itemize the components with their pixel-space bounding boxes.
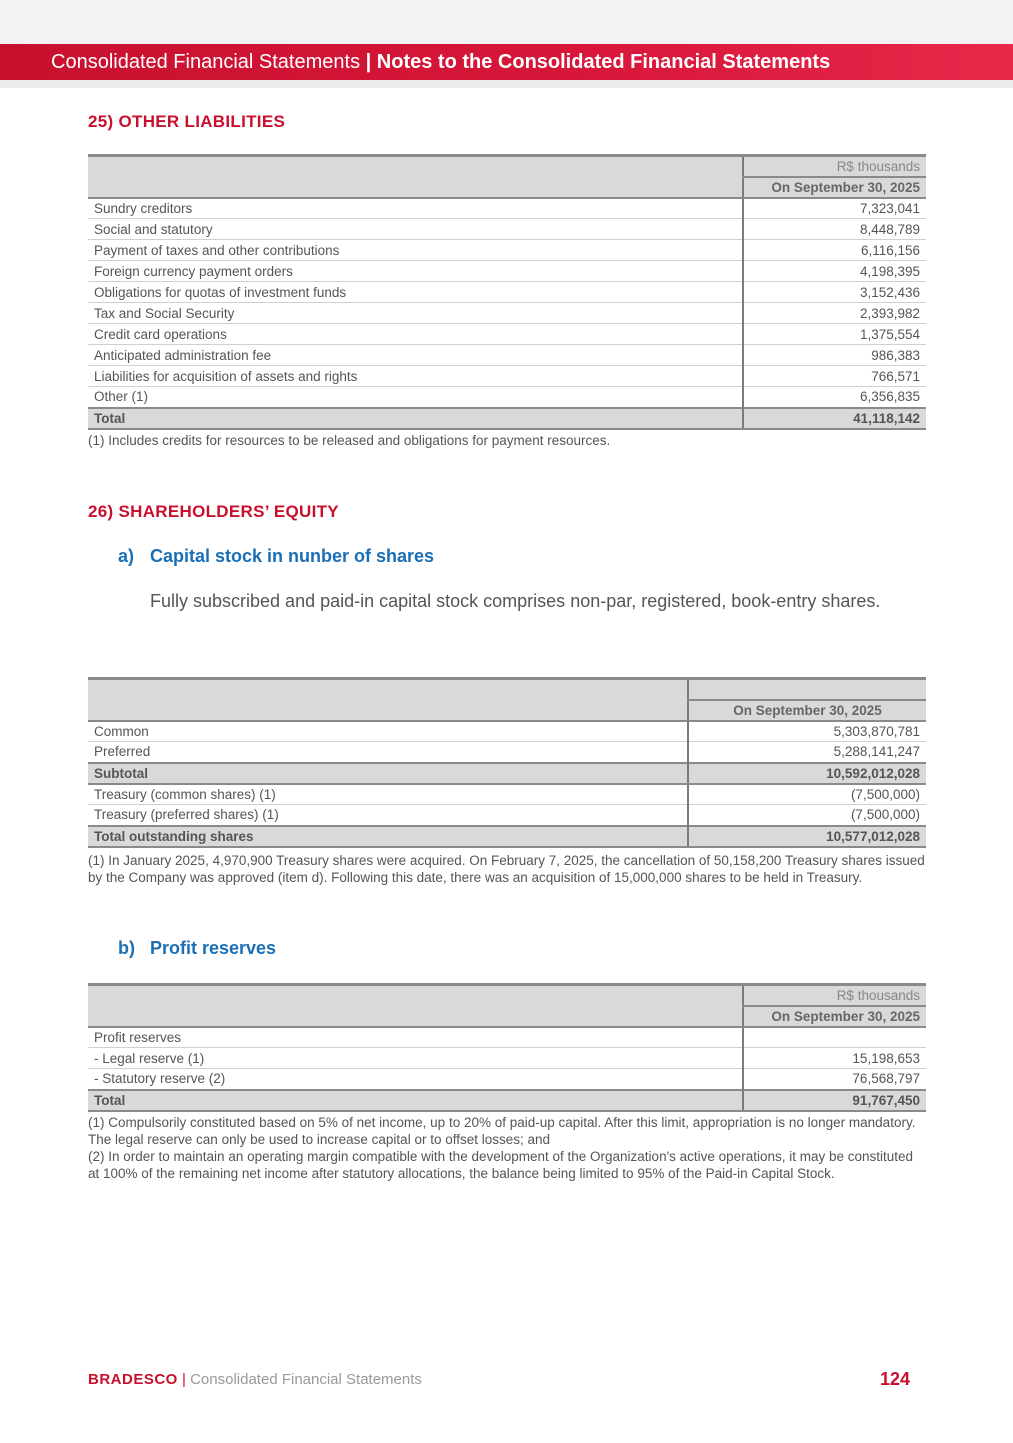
row-label: Preferred xyxy=(88,742,688,763)
capital-stock-table xyxy=(88,677,926,848)
table-unit-row xyxy=(88,679,926,700)
total-value: 41,118,142 xyxy=(743,408,926,429)
table-row xyxy=(88,345,926,366)
row-value: (7,500,000) xyxy=(688,805,926,826)
top-strip xyxy=(0,0,1013,44)
header-separator: | xyxy=(365,51,372,73)
row-value: 6,356,835 xyxy=(743,387,926,408)
other-liabilities-table xyxy=(88,154,926,430)
footer-separator: | xyxy=(182,1371,186,1388)
row-value: (7,500,000) xyxy=(688,784,926,805)
subsection-b-letter: b) xyxy=(118,938,135,958)
row-label: - Statutory reserve (2) xyxy=(88,1069,743,1090)
footer-text: Consolidated Financial Statements xyxy=(190,1371,422,1388)
row-label: - Legal reserve (1) xyxy=(88,1048,743,1069)
row-label: Profit reserves xyxy=(88,1027,743,1048)
row-value: 986,383 xyxy=(743,345,926,366)
row-label: Treasury (common shares) (1) xyxy=(88,784,688,805)
row-label: Credit card operations xyxy=(88,324,743,345)
table-row xyxy=(88,240,926,261)
footer xyxy=(88,1371,422,1388)
row-value xyxy=(743,1027,926,1048)
row-value: 5,288,141,247 xyxy=(688,742,926,763)
total-label: Total xyxy=(88,408,743,429)
capital-stock-paragraph: Fully subscribed and paid-in capital stock comprises non-par, registered, book-entry shares. xyxy=(150,591,881,611)
total-row xyxy=(88,408,926,429)
table-row xyxy=(88,742,926,763)
header-title xyxy=(51,51,830,74)
row-value: 6,116,156 xyxy=(743,240,926,261)
row-label: Sundry creditors xyxy=(88,198,743,219)
footer-brand: BRADESCO xyxy=(88,1371,178,1388)
header-banner xyxy=(0,44,1013,80)
total-value: 91,767,450 xyxy=(743,1090,926,1111)
table-row xyxy=(88,366,926,387)
row-label: Treasury (preferred shares) (1) xyxy=(88,805,688,826)
row-label: Other (1) xyxy=(88,387,743,408)
table-row xyxy=(88,198,926,219)
row-label: Anticipated administration fee xyxy=(88,345,743,366)
table-header-blank xyxy=(88,156,743,198)
unit-label: R$ thousands xyxy=(743,156,926,177)
table-row xyxy=(88,303,926,324)
subsection-a-letter: a) xyxy=(118,546,135,566)
table-unit-row xyxy=(88,985,926,1006)
row-label: Tax and Social Security xyxy=(88,303,743,324)
header-title-bold: Notes to the Consolidated Financial Statements xyxy=(376,51,831,73)
header-title-regular: Consolidated Financial Statements xyxy=(51,51,361,73)
row-label: Foreign currency payment orders xyxy=(88,261,743,282)
row-value: 766,571 xyxy=(743,366,926,387)
subtotal-value: 10,592,012,028 xyxy=(688,763,926,784)
banner-shadow xyxy=(0,80,1013,88)
table-row xyxy=(88,387,926,408)
capital-stock-footnote: (1) In January 2025, 4,970,900 Treasury shares were acquired. On February 7, 2025, the cancellation of 50,158,200 Treasury shares issued by the Company was approved (item d). Following this date, there was an acquisition of 15,000,000 shares to be held in Treasury. xyxy=(88,853,925,885)
total-value: 10,577,012,028 xyxy=(688,826,926,847)
table-row xyxy=(88,1069,926,1090)
total-label: Total xyxy=(88,1090,743,1111)
row-value: 15,198,653 xyxy=(743,1048,926,1069)
subsection-a-title xyxy=(118,546,434,567)
page-number: 124 xyxy=(880,1369,911,1389)
column-header: On September 30, 2025 xyxy=(743,1006,926,1027)
table-row xyxy=(88,805,926,826)
section-25-title: 25) OTHER LIABILITIES xyxy=(88,112,286,131)
profit-reserves-footnote-2: (2) In order to maintain an operating margin compatible with the development of the Organization's active operations, it may be constituted at 100% of the remaining net income after statutory allocations, the balance being limited to 95% of the Paid-in Capital Stock. xyxy=(88,1149,914,1181)
row-value: 8,448,789 xyxy=(743,219,926,240)
table-header-blank xyxy=(88,679,688,721)
row-label: Obligations for quotas of investment funds xyxy=(88,282,743,303)
subsection-a-text: Capital stock in nunber of shares xyxy=(150,546,435,566)
table-row xyxy=(88,324,926,345)
row-label: Liabilities for acquisition of assets and rights xyxy=(88,366,743,387)
row-value: 1,375,554 xyxy=(743,324,926,345)
row-value: 2,393,982 xyxy=(743,303,926,324)
row-label: Payment of taxes and other contributions xyxy=(88,240,743,261)
table-header-blank xyxy=(88,985,743,1027)
row-value: 76,568,797 xyxy=(743,1069,926,1090)
table-row xyxy=(88,784,926,805)
table-row xyxy=(88,1048,926,1069)
table-row xyxy=(88,261,926,282)
section-26-title: 26) SHAREHOLDERS’ EQUITY xyxy=(88,502,339,521)
subtotal-label: Subtotal xyxy=(88,763,688,784)
table-row xyxy=(88,219,926,240)
row-value: 4,198,395 xyxy=(743,261,926,282)
row-value: 7,323,041 xyxy=(743,198,926,219)
profit-reserves-footnote-1: (1) Compulsorily constituted based on 5% of net income, up to 20% of paid-up capital. After this limit, appropriation is no longer mandatory. The legal reserve can only be used to increase capital or to offset losses; and xyxy=(88,1115,916,1147)
profit-reserves-table xyxy=(88,983,926,1112)
subsection-b-title xyxy=(118,938,276,959)
total-label: Total outstanding shares xyxy=(88,826,688,847)
subsection-b-text: Profit reserves xyxy=(150,938,277,958)
row-label: Common xyxy=(88,721,688,742)
unit-label: R$ thousands xyxy=(743,985,926,1006)
row-value: 5,303,870,781 xyxy=(688,721,926,742)
total-row xyxy=(88,1090,926,1111)
column-header: On September 30, 2025 xyxy=(743,177,926,198)
section-25-footnote: (1) Includes credits for resources to be released and obligations for payment resources. xyxy=(88,433,611,448)
table-unit-row xyxy=(88,156,926,177)
table-row xyxy=(88,1027,926,1048)
column-header: On September 30, 2025 xyxy=(688,700,926,721)
unit-blank xyxy=(688,679,926,700)
row-value: 3,152,436 xyxy=(743,282,926,303)
total-row xyxy=(88,826,926,847)
row-label: Social and statutory xyxy=(88,219,743,240)
table-row xyxy=(88,282,926,303)
subtotal-row xyxy=(88,763,926,784)
table-row xyxy=(88,721,926,742)
